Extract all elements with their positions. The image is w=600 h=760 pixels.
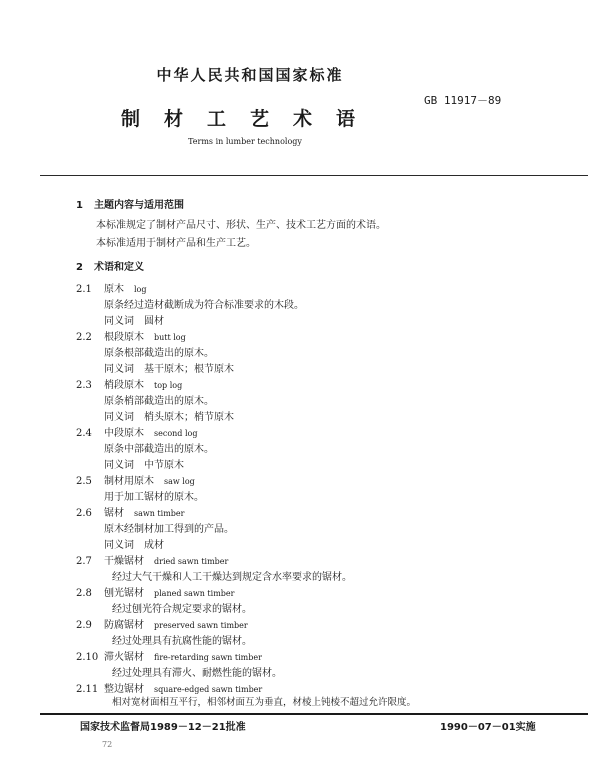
term-zh: 刨光锯材	[104, 588, 144, 599]
term-en: fire-retarding sawn timber	[154, 653, 262, 662]
term-number: 2.2	[76, 332, 92, 343]
term-entry	[76, 328, 186, 343]
term-zh: 滞火锯材	[104, 652, 144, 663]
term-entry	[76, 472, 195, 487]
term-definition: 经过处理具有抗腐性能的锯材。	[112, 636, 252, 647]
term-number: 2.10	[76, 652, 99, 663]
term-zh: 根段原木	[104, 332, 144, 343]
term-number: 2.9	[76, 620, 92, 631]
term-zh: 干燥锯材	[104, 556, 144, 567]
english-title: Terms in lumber technology	[188, 137, 302, 146]
term-number: 2.3	[76, 380, 92, 391]
term-zh: 原木	[104, 284, 124, 295]
term-zh: 制材用原木	[104, 476, 154, 487]
term-en: preserved sawn timber	[154, 621, 248, 630]
term-number: 2.1	[76, 284, 92, 295]
term-zh: 锯材	[104, 508, 124, 519]
term-en: square-edged sawn timber	[154, 685, 263, 694]
term-number: 2.11	[76, 684, 99, 695]
term-entry	[76, 424, 197, 439]
term-entry	[76, 376, 182, 391]
term-zh: 整边锯材	[104, 684, 144, 695]
term-en: log	[134, 285, 147, 294]
term-zh: 中段原木	[104, 428, 144, 439]
term-definition: 原条经过造材截断成为符合标准要求的木段。	[104, 300, 304, 311]
approval-date: 国家技术监督局1989－12－21批准	[80, 722, 246, 733]
section-number: 1	[76, 200, 83, 211]
term-en: saw log	[164, 477, 195, 486]
term-definition: 经过刨光符合规定要求的锯材。	[112, 604, 252, 615]
term-number: 2.4	[76, 428, 92, 439]
term-entry	[76, 280, 147, 295]
term-entry	[76, 552, 228, 567]
term-entry	[76, 616, 248, 631]
term-entry	[76, 584, 234, 599]
term-definition: 原条根部截造出的原木。	[104, 348, 214, 359]
term-definition: 原木经制材加工得到的产品。	[104, 524, 234, 535]
term-entry	[76, 680, 262, 695]
term-definition: 相对宽材面相互平行，相邻材面互为垂直，材棱上钝棱不超过允许限度。	[112, 697, 417, 708]
term-zh: 梢段原木	[104, 380, 144, 391]
term-en: second log	[154, 429, 198, 438]
section-2-heading	[76, 258, 144, 273]
top-divider	[40, 175, 588, 176]
section-1-heading	[76, 196, 184, 211]
term-number: 2.8	[76, 588, 92, 599]
term-definition: 原条中部截造出的原木。	[104, 444, 214, 455]
term-en: sawn timber	[134, 509, 185, 518]
term-definition: 经过大气干燥和人工干燥达到规定含水率要求的锯材。	[112, 572, 352, 583]
term-number: 2.6	[76, 508, 92, 519]
section-title: 主题内容与适用范围	[94, 200, 184, 211]
term-en: planed sawn timber	[154, 589, 235, 598]
term-definition: 经过处理具有滞火、耐燃性能的锯材。	[112, 668, 282, 679]
term-definition: 原条梢部截造出的原木。	[104, 396, 214, 407]
term-entry	[76, 504, 184, 519]
page-number: 72	[102, 740, 113, 749]
term-en: dried sawn timber	[154, 557, 229, 566]
term-definition: 用于加工锯材的原木。	[104, 492, 204, 503]
term-en: butt log	[154, 333, 186, 342]
paragraph: 本标准规定了制材产品尺寸、形状、生产、技术工艺方面的术语。	[96, 220, 386, 231]
term-synonym: 同义词 基干原木；根节原木	[104, 364, 234, 375]
section-title: 术语和定义	[94, 262, 144, 273]
term-zh: 防腐锯材	[104, 620, 144, 631]
section-number: 2	[76, 262, 83, 273]
bottom-divider	[40, 713, 588, 715]
term-synonym: 同义词 中节原木	[104, 460, 184, 471]
term-entry	[76, 648, 262, 663]
effective-date: 1990－07－01实施	[440, 722, 536, 733]
paragraph: 本标准适用于制材产品和生产工艺。	[96, 238, 256, 249]
term-synonym: 同义词 梢头原木；梢节原木	[104, 412, 234, 423]
term-synonym: 同义词 圆材	[104, 316, 164, 327]
term-number: 2.7	[76, 556, 92, 567]
term-number: 2.5	[76, 476, 92, 487]
standard-code: GB 11917－89	[424, 94, 502, 107]
term-synonym: 同义词 成材	[104, 540, 164, 551]
organization-heading: 中华人民共和国国家标准	[156, 66, 344, 84]
term-en: top log	[154, 381, 183, 390]
document-title: 制材工艺术语	[120, 108, 379, 130]
